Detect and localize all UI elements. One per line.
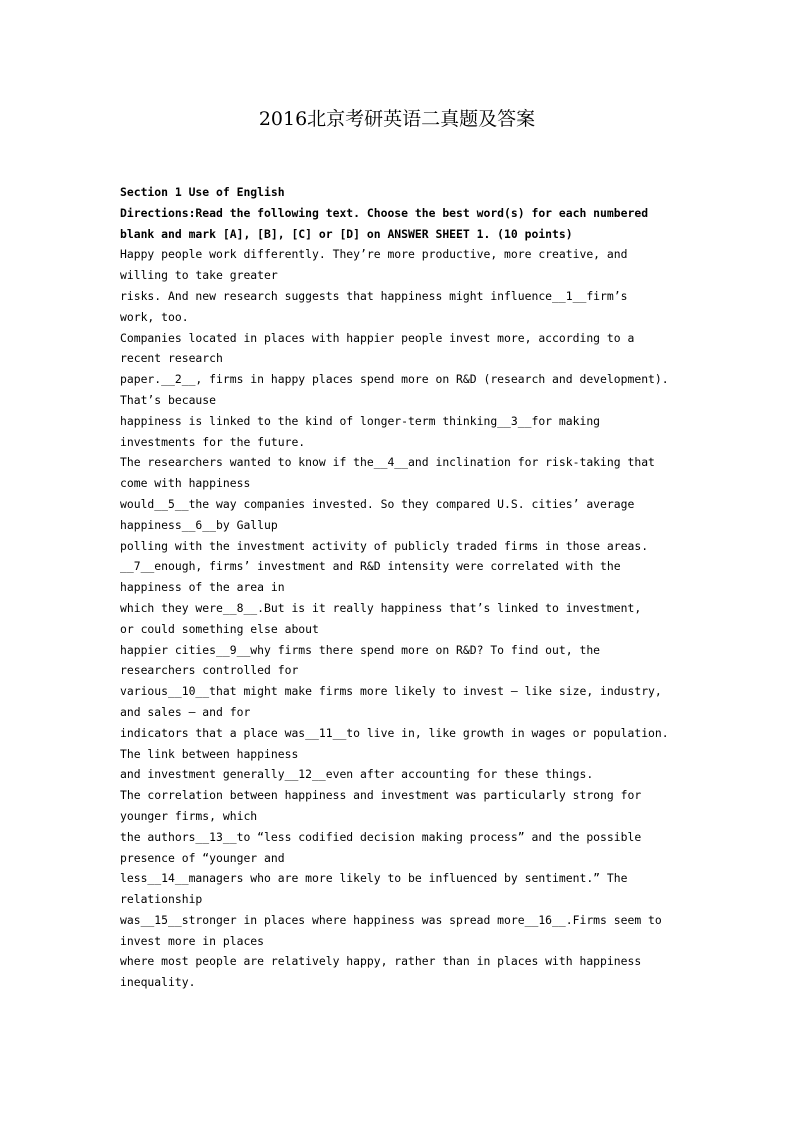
passage-line: presence of “younger and xyxy=(120,850,285,865)
passage-line: less__14__managers who are more likely to be influenced by sentiment.” The xyxy=(120,871,628,886)
passage-line: happiness of the area in xyxy=(120,580,285,595)
passage-line: would__5__the way companies invested. So they compared U.S. cities’ average xyxy=(120,496,635,511)
passage-line: various__10__that might make firms more likely to invest – like size, industry, xyxy=(120,684,662,699)
passage-line: invest more in places xyxy=(120,933,265,948)
passage-line: work, too. xyxy=(120,309,189,324)
section-heading: Section 1 Use of English xyxy=(120,185,285,199)
passage-line: The correlation between happiness and investment was particularly strong for xyxy=(120,788,642,803)
passage-line: The link between happiness xyxy=(120,746,299,761)
passage-line: come with happiness xyxy=(120,476,251,491)
document-title: 2016北京考研英语二真题及答案 xyxy=(258,108,536,130)
passage-line: or could something else about xyxy=(120,621,319,636)
passage-line: was__15__stronger in places where happiness was spread more__16__.Firms seem to xyxy=(120,912,662,927)
passage-line: where most people are relatively happy, rather than in places with happiness xyxy=(120,954,642,969)
passage-line: Companies located in places with happier people invest more, according to a xyxy=(120,330,635,345)
passage-line: relationship xyxy=(120,892,203,907)
passage-line: Happy people work differently. They’re more productive, more creative, and xyxy=(120,247,628,262)
passage-line: happiness__6__by Gallup xyxy=(120,517,278,532)
passage-line: willing to take greater xyxy=(120,268,278,283)
passage-line: recent research xyxy=(120,351,223,366)
passage-line: investments for the future. xyxy=(120,434,306,449)
passage-line: which they were__8__.But is it really happiness that’s linked to investment, xyxy=(120,600,642,615)
passage-line: happier cities__9__why firms there spend more on R&D? To find out, the xyxy=(120,642,601,657)
passage-line: __7__enough, firms’ investment and R&D intensity were correlated with the xyxy=(120,559,621,574)
directions-line: blank and mark [A], [B], [C] or [D] on ANSWER SHEET 1. (10 points) xyxy=(120,226,573,241)
passage-line: happiness is linked to the kind of longer-term thinking__3__for making xyxy=(120,413,601,428)
passage-line: That’s because xyxy=(120,392,217,407)
passage-line: younger firms, which xyxy=(120,808,258,823)
passage-line: and sales – and for xyxy=(120,704,251,719)
passage-line: polling with the investment activity of publicly traded firms in those areas. xyxy=(120,538,649,553)
passage-line: and investment generally__12__even after accounting for these things. xyxy=(120,767,594,782)
directions-line: Directions:Read the following text. Choose the best word(s) for each numbered xyxy=(120,205,649,220)
passage-line: risks. And new research suggests that happiness might influence__1__firm’s xyxy=(120,288,628,303)
document-body xyxy=(120,182,690,993)
passage-line: inequality. xyxy=(120,975,196,990)
passage-line: the authors__13__to “less codified decision making process” and the possible xyxy=(120,829,642,844)
passage-line: paper.__2__, firms in happy places spend more on R&D (research and development). xyxy=(120,372,669,387)
passage-line: indicators that a place was__11__to live in, like growth in wages or population. xyxy=(120,725,669,740)
passage-line: The researchers wanted to know if the__4__and inclination for risk-taking that xyxy=(120,455,655,470)
passage-line: researchers controlled for xyxy=(120,663,299,678)
